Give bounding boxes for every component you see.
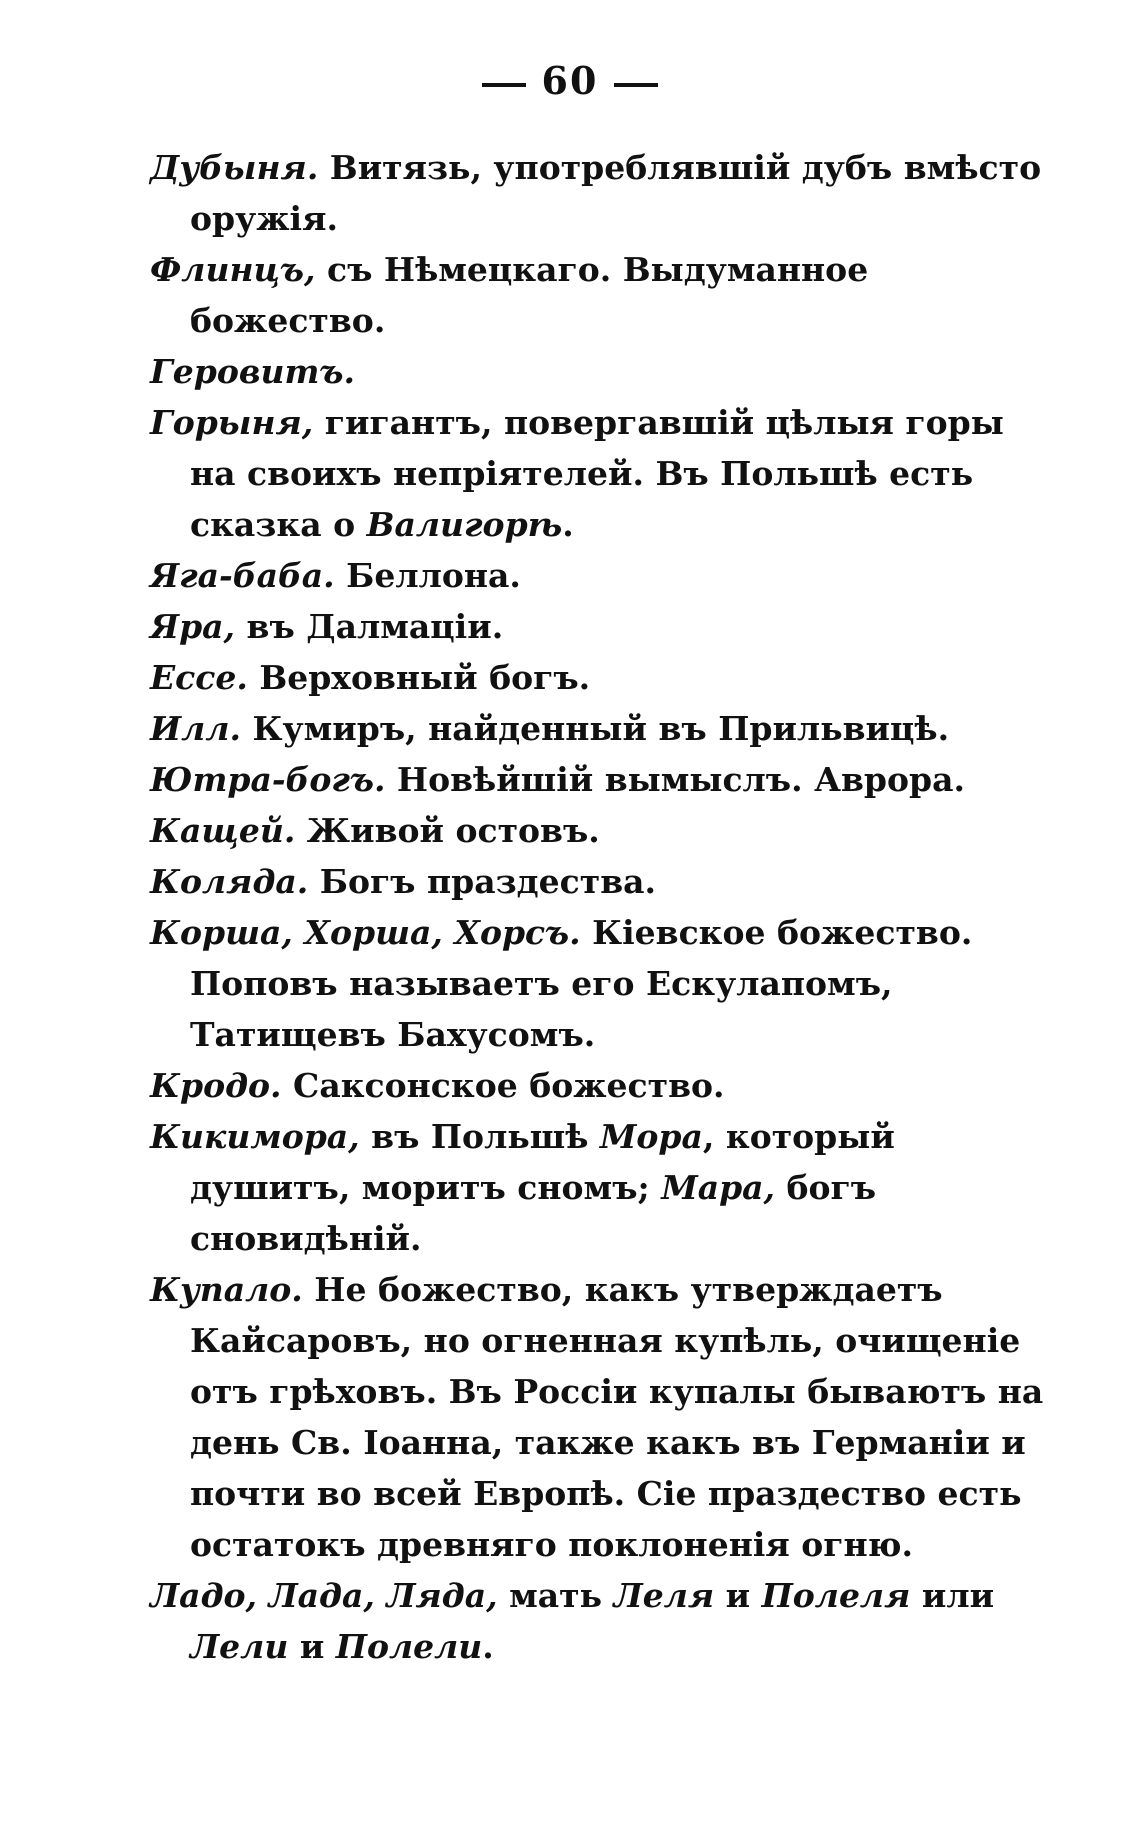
entry-term: Илл. <box>150 709 241 748</box>
entry-italic: Валигорѣ <box>366 505 563 544</box>
entry <box>150 1570 1050 1672</box>
entry-italic: Лели <box>190 1627 289 1666</box>
entry <box>150 142 1050 244</box>
entry-term: Кикимора, <box>150 1117 360 1156</box>
entry-term: Кродо. <box>150 1066 282 1105</box>
entry-term: Ладо, Лада, Ляда, <box>150 1576 498 1615</box>
entry <box>150 754 1050 805</box>
page-number: 60 <box>541 58 599 103</box>
entry-term: Геровитъ. <box>150 352 355 391</box>
entry-italic: Леля <box>613 1576 715 1615</box>
entry-text: въ Польшѣ <box>359 1117 600 1156</box>
header-dash-right <box>614 83 658 87</box>
entry <box>150 703 1050 754</box>
entry-italic: Мора <box>599 1117 703 1156</box>
entry <box>150 550 1050 601</box>
entry-text: Богъ праздества. <box>308 862 656 901</box>
entry-term: Ютра-богъ. <box>150 760 386 799</box>
entry-term: Яра, <box>150 607 236 646</box>
entry-term: Коляда. <box>150 862 309 901</box>
entry-text: гигантъ, повергавшій цѣлыя горы на своихъ непріятелей. Въ Польшѣ есть сказка о <box>190 403 1004 544</box>
entry-italic: Полеля <box>761 1576 911 1615</box>
entry-tail: . <box>562 505 574 544</box>
entry-text: мать <box>497 1576 614 1615</box>
entry-text: Верховный богъ. <box>247 658 591 697</box>
entry-term: Дубыня. <box>150 148 319 187</box>
entry <box>150 244 1050 346</box>
entry <box>150 856 1050 907</box>
entry <box>150 907 1050 1060</box>
entry-tail: и <box>288 1627 336 1666</box>
entry <box>150 652 1050 703</box>
entry-italic: Полели <box>335 1627 483 1666</box>
entry-text: Не божество, какъ утверждаетъ Кайсаровъ, но огненная купѣль, очищеніе отъ грѣховъ. Въ Россіи купалы бываютъ на день Св. Іоанна, также какъ въ Германіи и почти во всей Европѣ. Сіе праздество есть остатокъ древняго поклоненія огню. <box>190 1270 1044 1564</box>
entry-text: Кіевское божество. Поповъ называетъ его Ескулапомъ, Татищевъ Бахусомъ. <box>190 913 973 1054</box>
entry <box>150 601 1050 652</box>
page-header <box>0 58 1140 103</box>
entry-term: Кащей. <box>150 811 296 850</box>
entry-tail: . <box>482 1627 494 1666</box>
entry <box>150 805 1050 856</box>
entry-tail: богъ сновидѣній. <box>190 1168 877 1258</box>
entry-term: Ессе. <box>150 658 248 697</box>
entry-italic: Мара, <box>661 1168 776 1207</box>
header-dash-left <box>482 83 526 87</box>
entry-term: Корша, Хорша, Хорсъ. <box>150 913 581 952</box>
entry-text: въ Далмаціи. <box>235 607 504 646</box>
entry-term: Флинцъ, <box>150 250 316 289</box>
entry-text: Саксонское божество. <box>281 1066 725 1105</box>
entry-text: Живой остовъ. <box>295 811 600 850</box>
entry <box>150 1060 1050 1111</box>
entry-text: Беллона. <box>334 556 521 595</box>
entry-term: Купало. <box>150 1270 303 1309</box>
entry-text: Новѣйшій вымыслъ. Аврора. <box>385 760 965 799</box>
entry-tail: и <box>714 1576 762 1615</box>
entry-text: Кумиръ, найденный въ Прильвицѣ. <box>240 709 950 748</box>
entry-tail: или <box>910 1576 995 1615</box>
entry <box>150 1111 1050 1264</box>
entry-term: Горыня, <box>150 403 314 442</box>
entry-text: съ Нѣмецкаго. Выдуманное божество. <box>190 250 869 340</box>
entry <box>150 1264 1050 1570</box>
glossary-entries <box>150 142 1050 1672</box>
entry-tail: , который душитъ, моритъ сномъ; <box>190 1117 895 1207</box>
entry-term: Яга-баба. <box>150 556 335 595</box>
entry <box>150 397 1050 550</box>
entry-text: Витязь, употреблявшій дубъ вмѣсто оружія. <box>190 148 1042 238</box>
entry <box>150 346 1050 397</box>
